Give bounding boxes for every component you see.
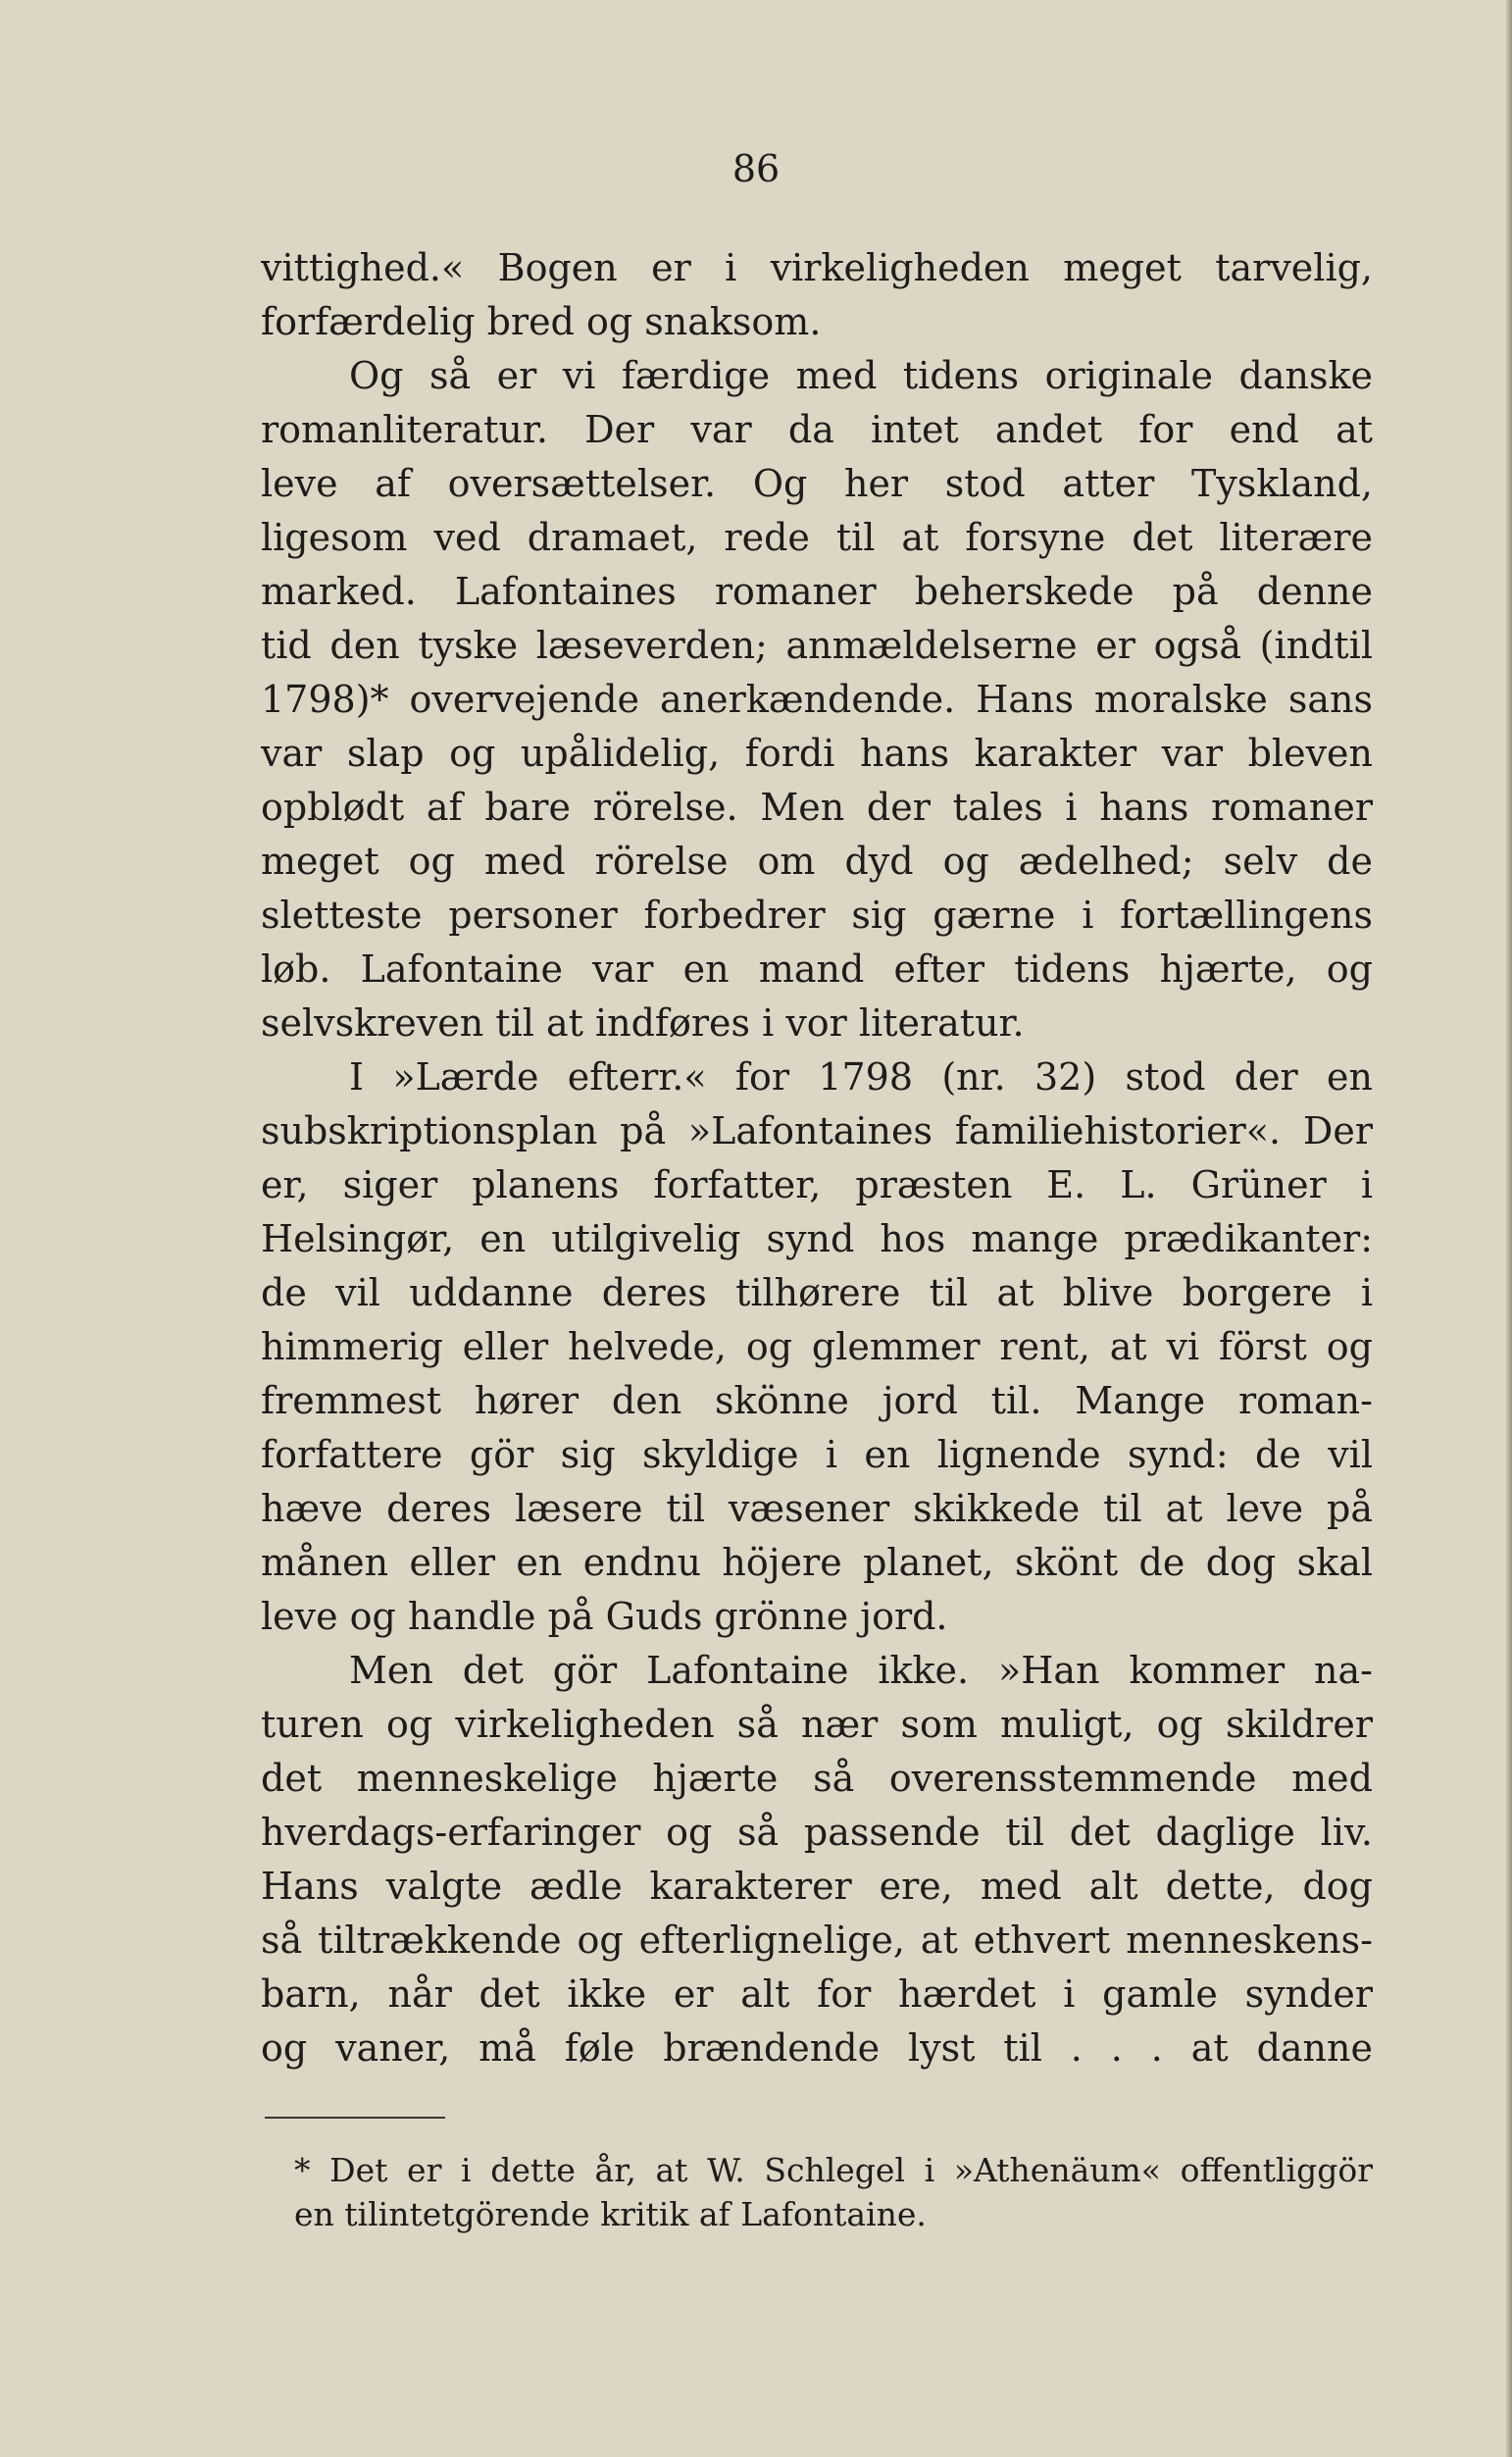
footnote-line: * Det er i dette år, at W. Schlegel i »Athenäum« offentliggör	[294, 2151, 1373, 2189]
text-line: var slap og upålidelig, fordi hans karakter var bleven	[261, 732, 1373, 775]
text-line: turen og virkeligheden så nær som muligt, og skildrer	[261, 1703, 1373, 1746]
footnote-divider	[265, 2117, 445, 2119]
footnote	[294, 2148, 1373, 2236]
text-line: vittighed.« Bogen er i virkeligheden meget tarvelig,	[261, 246, 1373, 289]
text-line: det menneskelige hjærte så overensstemmende med	[261, 1757, 1373, 1800]
text-line: de vil uddanne deres tilhørere til at blive borgere i	[261, 1271, 1373, 1314]
text-line: meget og med rörelse om dyd og ædelhed; selv de	[261, 840, 1373, 883]
text-line: selvskreven til at indføres i vor literatur.	[261, 1001, 1025, 1045]
text-line: Helsingør, en utilgivelig synd hos mange prædikanter:	[261, 1217, 1373, 1260]
text-line: forfærdelig bred og snaksom.	[261, 300, 822, 343]
text-line: 1798)* overvejende anerkændende. Hans moralske sans	[261, 678, 1373, 721]
page-number: 86	[731, 147, 781, 190]
body-text	[261, 241, 1373, 2075]
text-line: så tiltrækkende og efterlignelige, at ethvert menneskens-	[261, 1919, 1373, 1962]
text-line: løb. Lafontaine var en mand efter tidens hjærte, og	[261, 947, 1373, 991]
text-line: romanliteratur. Der var da intet andet for end at	[261, 408, 1373, 451]
text-line: subskriptionsplan på »Lafontaines familiehistorier«. Der	[261, 1109, 1373, 1152]
footnote-line: en tilintetgörende kritik af Lafontaine.	[294, 2195, 927, 2233]
text-line: opblødt af bare rörelse. Men der tales i hans romaner	[261, 786, 1373, 829]
text-line: hæve deres læsere til væsener skikkede til at leve på	[261, 1487, 1373, 1530]
text-line: tid den tyske læseverden; anmældelserne er også (indtil	[261, 624, 1373, 667]
text-line: himmerig eller helvede, og glemmer rent, at vi först og	[261, 1325, 1373, 1368]
text-line: fremmest hører den skönne jord til. Mange roman-	[261, 1379, 1373, 1422]
text-line: ligesom ved dramaet, rede til at forsyne det literære	[261, 516, 1373, 559]
text-line: er, siger planens forfatter, præsten E. L. Grüner i	[261, 1163, 1373, 1206]
text-line: og vaner, må føle brændende lyst til . . . at danne	[261, 2026, 1373, 2070]
text-line: Og så er vi færdige med tidens originale danske	[349, 354, 1373, 397]
text-line: sletteste personer forbedrer sig gærne i fortællingens	[261, 894, 1373, 937]
page-edge-shadow	[1506, 0, 1512, 2457]
text-line: Men det gör Lafontaine ikke. »Han kommer na-	[349, 1649, 1373, 1692]
text-line: I »Lærde efterr.« for 1798 (nr. 32) stod der en	[349, 1055, 1373, 1099]
text-line: Hans valgte ædle karakterer ere, med alt dette, dog	[261, 1865, 1373, 1908]
text-line: forfattere gör sig skyldige i en lignende synd: de vil	[261, 1433, 1373, 1476]
text-line: marked. Lafontaines romaner beherskede på denne	[261, 570, 1373, 613]
text-line: leve og handle på Guds grönne jord.	[261, 1595, 948, 1638]
text-line: hverdags-erfaringer og så passende til det daglige liv.	[261, 1811, 1373, 1854]
text-line: barn, når det ikke er alt for hærdet i gamle synder	[261, 1972, 1373, 2016]
text-line: månen eller en endnu höjere planet, skönt de dog skal	[261, 1541, 1373, 1584]
text-line: leve af oversættelser. Og her stod atter Tyskland,	[261, 462, 1373, 505]
